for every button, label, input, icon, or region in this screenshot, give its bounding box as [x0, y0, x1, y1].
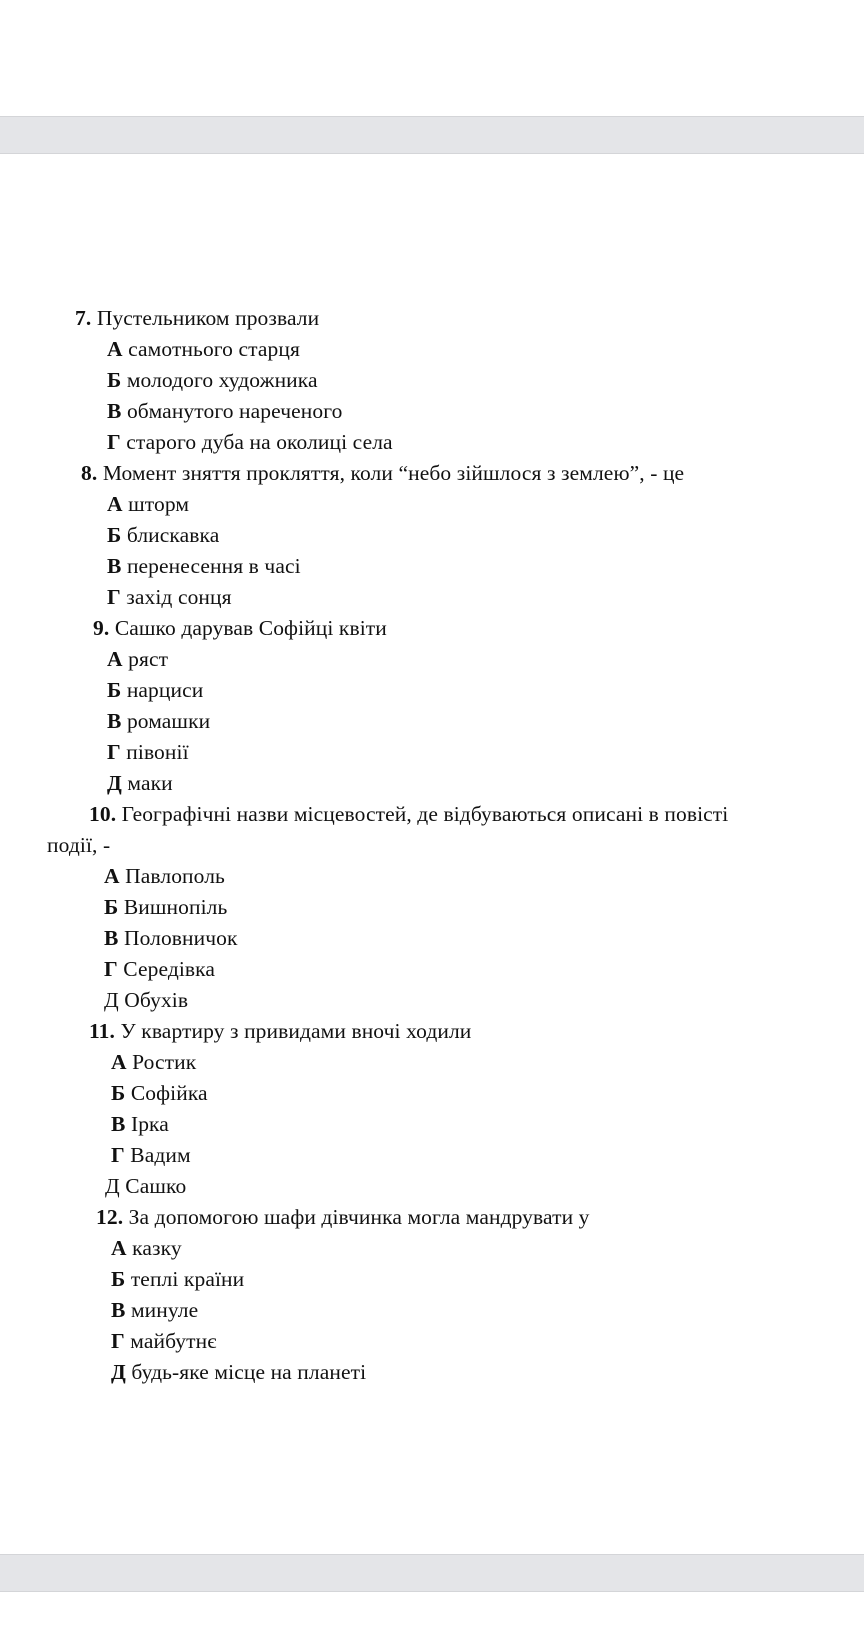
page-gap-bottom: [0, 1554, 864, 1592]
option-9-d: [107, 739, 189, 765]
option-text: ряст: [128, 647, 169, 671]
option-letter: Б: [111, 1267, 126, 1291]
option-letter: Б: [107, 368, 122, 392]
option-text: Вадим: [130, 1143, 191, 1167]
question-number: 9.: [93, 616, 110, 640]
question-text-continuation: події, -: [47, 833, 111, 857]
option-text: нарциси: [126, 678, 204, 702]
option-9-c: [107, 708, 210, 734]
option-10-c: [104, 925, 238, 951]
option-letter: Г: [107, 585, 121, 609]
option-letter: Б: [107, 523, 122, 547]
option-text: будь-яке місце на планеті: [131, 1360, 367, 1384]
option-text: майбутнє: [130, 1329, 217, 1353]
option-letter: В: [107, 554, 122, 578]
option-text: Середівка: [123, 957, 216, 981]
option-text: минуле: [130, 1298, 199, 1322]
option-8-c: [107, 553, 301, 579]
option-letter: Г: [104, 957, 118, 981]
option-11-a: [111, 1049, 196, 1075]
option-letter: Д: [105, 1174, 120, 1198]
option-letter: В: [107, 399, 122, 423]
question-8: [81, 460, 684, 486]
question-10-continuation: [47, 832, 110, 858]
option-text: ромашки: [126, 709, 211, 733]
option-9-a: [107, 646, 168, 672]
option-letter: Б: [104, 895, 119, 919]
option-text: Обухів: [124, 988, 189, 1012]
option-letter: А: [107, 337, 123, 361]
option-text: самотнього старця: [128, 337, 300, 361]
option-letter: Д: [104, 988, 119, 1012]
option-letter: А: [107, 647, 123, 671]
question-text: У квартиру з привидами вночі ходили: [120, 1019, 472, 1043]
option-text: Софійка: [130, 1081, 208, 1105]
option-text: перенесення в часі: [126, 554, 301, 578]
option-letter: Б: [111, 1081, 126, 1105]
option-letter: Г: [107, 740, 121, 764]
option-text: маки: [127, 771, 173, 795]
option-letter: В: [104, 926, 119, 950]
option-text: Половничок: [123, 926, 238, 950]
question-number: 7.: [75, 306, 92, 330]
option-text: Павлополь: [125, 864, 225, 888]
option-11-b: [111, 1080, 208, 1106]
option-letter: А: [107, 492, 123, 516]
option-letter: В: [111, 1112, 126, 1136]
question-number: 11.: [89, 1019, 115, 1043]
option-letter: В: [111, 1298, 126, 1322]
option-letter: Д: [107, 771, 122, 795]
option-text: півонії: [126, 740, 189, 764]
question-number: 12.: [96, 1205, 124, 1229]
option-11-c: [111, 1111, 169, 1137]
option-text: Ростик: [132, 1050, 197, 1074]
option-letter: Г: [107, 430, 121, 454]
option-9-e: [107, 770, 173, 796]
option-7-d: [107, 429, 393, 455]
page-gap-top: [0, 116, 864, 154]
question-number: 8.: [81, 461, 98, 485]
option-text: теплі країни: [130, 1267, 245, 1291]
option-text: Ірка: [130, 1112, 169, 1136]
option-11-d: [111, 1142, 191, 1168]
question-number: 10.: [89, 802, 117, 826]
question-text: Сашко дарував Софійці квіти: [114, 616, 387, 640]
option-7-a: [107, 336, 300, 362]
option-letter: В: [107, 709, 122, 733]
option-7-b: [107, 367, 318, 393]
option-text: шторм: [128, 492, 190, 516]
option-12-a: [111, 1235, 182, 1261]
option-text: захід сонця: [126, 585, 232, 609]
option-text: старого дуба на околиці села: [126, 430, 393, 454]
option-letter: Б: [107, 678, 122, 702]
question-9: [93, 615, 387, 641]
option-letter: Г: [111, 1329, 125, 1353]
option-12-d: [111, 1328, 217, 1354]
option-letter: Г: [111, 1143, 125, 1167]
option-9-b: [107, 677, 203, 703]
option-text: обманутого нареченого: [126, 399, 343, 423]
option-text: блискавка: [126, 523, 220, 547]
question-7: [75, 305, 319, 331]
question-text: Пустельником прозвали: [96, 306, 320, 330]
option-8-d: [107, 584, 232, 610]
option-letter: Д: [111, 1360, 126, 1384]
question-text: За допомогою шафи дівчинка могла мандрувати у: [128, 1205, 590, 1229]
option-text: молодого художника: [126, 368, 318, 392]
option-12-c: [111, 1297, 198, 1323]
option-12-b: [111, 1266, 244, 1292]
option-12-e: [111, 1359, 366, 1385]
option-8-b: [107, 522, 219, 548]
option-8-a: [107, 491, 189, 517]
option-7-c: [107, 398, 343, 424]
option-letter: А: [111, 1050, 127, 1074]
question-10: [89, 801, 728, 827]
option-10-d: [104, 956, 215, 982]
option-text: Вишнопіль: [123, 895, 228, 919]
option-10-e: [104, 987, 188, 1013]
option-10-a: [104, 863, 225, 889]
option-letter: А: [111, 1236, 127, 1260]
question-12: [96, 1204, 590, 1230]
question-11: [89, 1018, 471, 1044]
question-text: Географічні назви місцевостей, де відбуваються описані в повісті: [121, 802, 729, 826]
question-text: Момент зняття прокляття, коли “небо зійшлося з землею”, - це: [102, 461, 685, 485]
option-10-b: [104, 894, 227, 920]
option-text: Сашко: [125, 1174, 187, 1198]
option-11-e: [105, 1173, 186, 1199]
option-letter: А: [104, 864, 120, 888]
option-text: казку: [132, 1236, 182, 1260]
